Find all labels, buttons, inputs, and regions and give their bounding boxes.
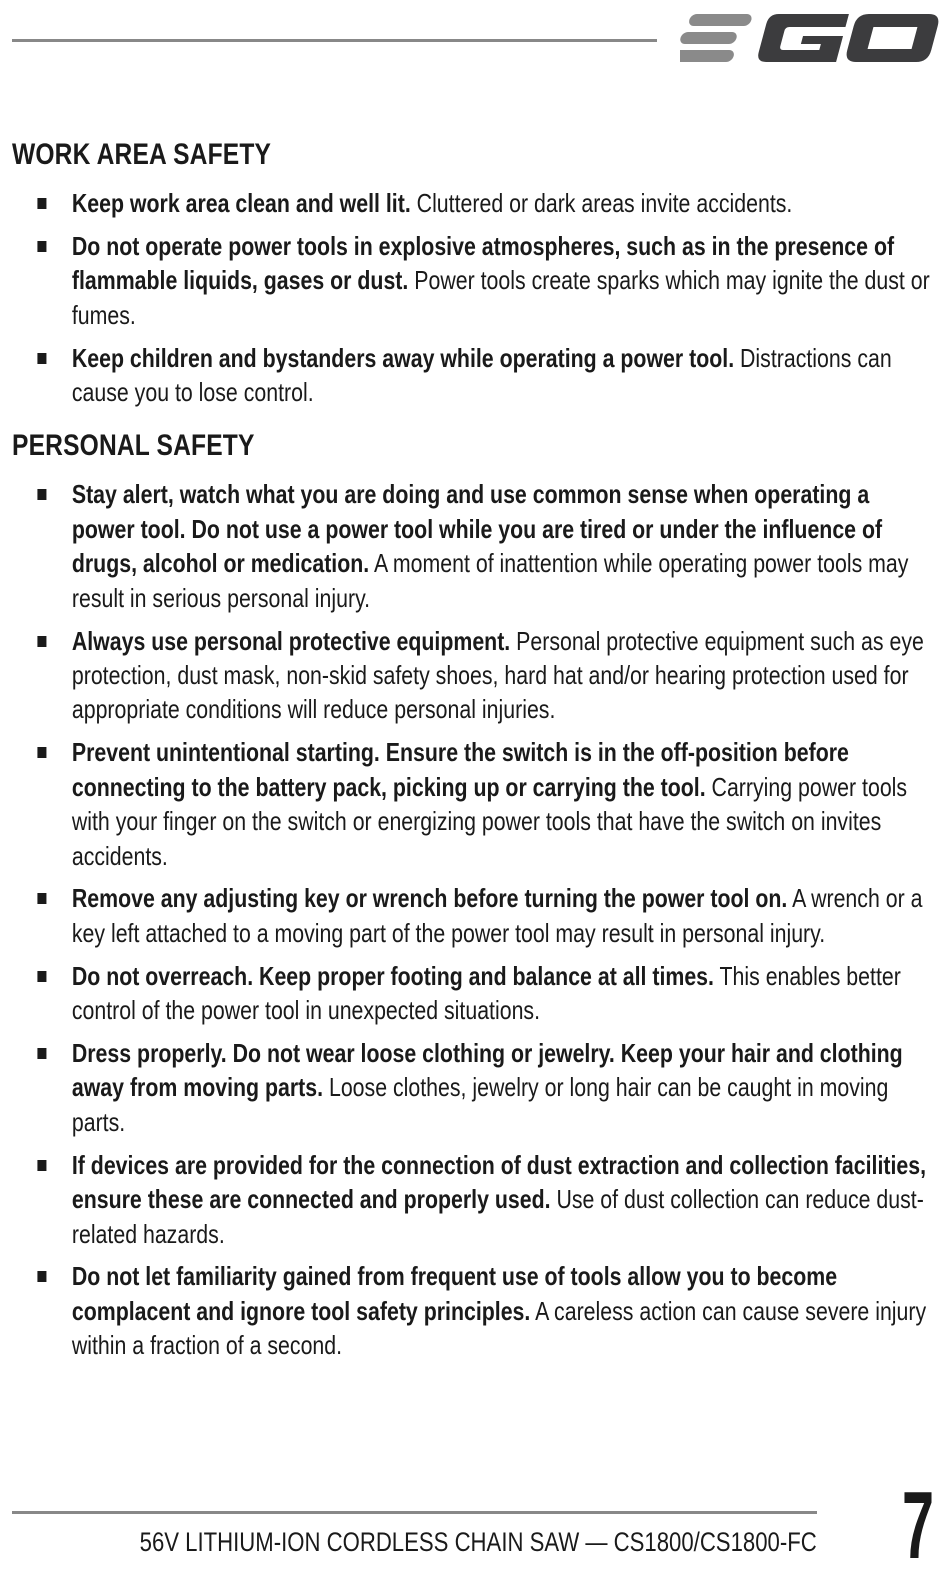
bullet-square-icon: [37, 893, 46, 904]
item-text: Power tools create sparks which may ignite the dust or fumes.: [71, 265, 930, 330]
item-text: A careless action can cause severe injury within a fraction of a second.: [71, 1295, 927, 1361]
list-item: [12, 624, 935, 727]
item-bold-text: Keep children and bystanders away while operating a power tool.: [71, 342, 735, 373]
document-body: [12, 138, 939, 1371]
list-item: [12, 341, 935, 410]
bullet-square-icon: [37, 198, 46, 209]
list-item: [12, 477, 935, 615]
list-item: [12, 735, 935, 873]
item-text: A wrench or a key left attached to a moving part of the power tool may result in personal injury.: [71, 883, 923, 948]
item-text: Distractions can cause you to lose control.: [71, 342, 892, 408]
list-item: [12, 881, 935, 950]
bullet-square-icon: [37, 1048, 46, 1059]
page-number: 7: [902, 1472, 935, 1579]
bullet-square-icon: [37, 489, 46, 500]
item-text: Carrying power tools with your finger on the switch or energizing power tools that have the switch on invites accidents.: [71, 771, 908, 871]
item-bold-text: Always use personal protective equipment.: [71, 625, 511, 656]
header-rule: [12, 39, 657, 42]
bullet-square-icon: [37, 971, 46, 982]
item-bold-text: Stay alert, watch what you are doing and use common sense when operating a power tool. Do not use a power tool while you are tired or under the influence of drugs, alcohol or medication.: [71, 479, 883, 579]
item-bold-text: Do not let familiarity gained from frequent use of tools allow you to become complacent and ignore tool safety principles.: [71, 1261, 838, 1326]
list-item: [12, 186, 935, 220]
bullet-square-icon: [37, 241, 46, 252]
personal-safety-list: [12, 477, 939, 1362]
bullet-square-icon: [37, 353, 46, 364]
item-bold-text: If devices are provided for the connection of dust extraction and collection facilities, ensure these are connected and properly used.: [71, 1149, 927, 1215]
item-bold-text: Do not overreach. Keep proper footing and balance at all times.: [71, 960, 714, 991]
section-title-work-area-safety: WORK AREA SAFETY: [12, 138, 272, 171]
item-bold-text: Remove any adjusting key or wrench before turning the power tool on.: [71, 883, 788, 914]
item-bold-text: Prevent unintentional starting. Ensure the switch is in the off-position before connecting to the battery pack, picking up or carrying the tool.: [71, 737, 849, 802]
bullet-square-icon: [37, 1271, 46, 1282]
item-text: This enables better control of the power tool in unexpected situations.: [71, 960, 901, 1026]
list-item: [12, 1259, 935, 1362]
footer-rule: [12, 1511, 817, 1514]
list-item: [12, 959, 935, 1028]
list-item: [12, 1036, 935, 1139]
bullet-square-icon: [37, 1160, 46, 1171]
bullet-square-icon: [37, 747, 46, 758]
ego-logo: [680, 10, 940, 70]
item-text: Loose clothes, jewelry or long hair can be caught in moving parts.: [71, 1072, 889, 1137]
bullet-square-icon: [37, 636, 46, 647]
work-area-safety-list: [12, 186, 939, 409]
section-title-personal-safety: PERSONAL SAFETY: [12, 429, 255, 463]
item-text: A moment of inattention while operating power tools may result in serious personal injury.: [71, 548, 909, 613]
item-text: Cluttered or dark areas invite accidents.: [410, 188, 793, 218]
list-item: [12, 229, 935, 332]
item-text: Personal protective equipment such as eye protection, dust mask, non-skid safety shoes, hard hat and/or hearing protection used for appropriate conditions will reduce personal injuries.: [71, 625, 924, 725]
item-text: Use of dust collection can reduce dust-related hazards.: [71, 1184, 924, 1249]
item-bold-text: Dress properly. Do not wear loose clothing or jewelry. Keep your hair and clothing away from moving parts.: [71, 1038, 903, 1103]
list-item: [12, 1148, 935, 1251]
item-bold-text: Keep work area clean and well lit.: [71, 188, 411, 218]
item-bold-text: Do not operate power tools in explosive atmospheres, such as in the presence of flammable liquids, gases or dust.: [71, 230, 895, 296]
footer-product-title: 56V LITHIUM-ION CORDLESS CHAIN SAW — CS1800/CS1800-FC: [139, 1527, 817, 1557]
